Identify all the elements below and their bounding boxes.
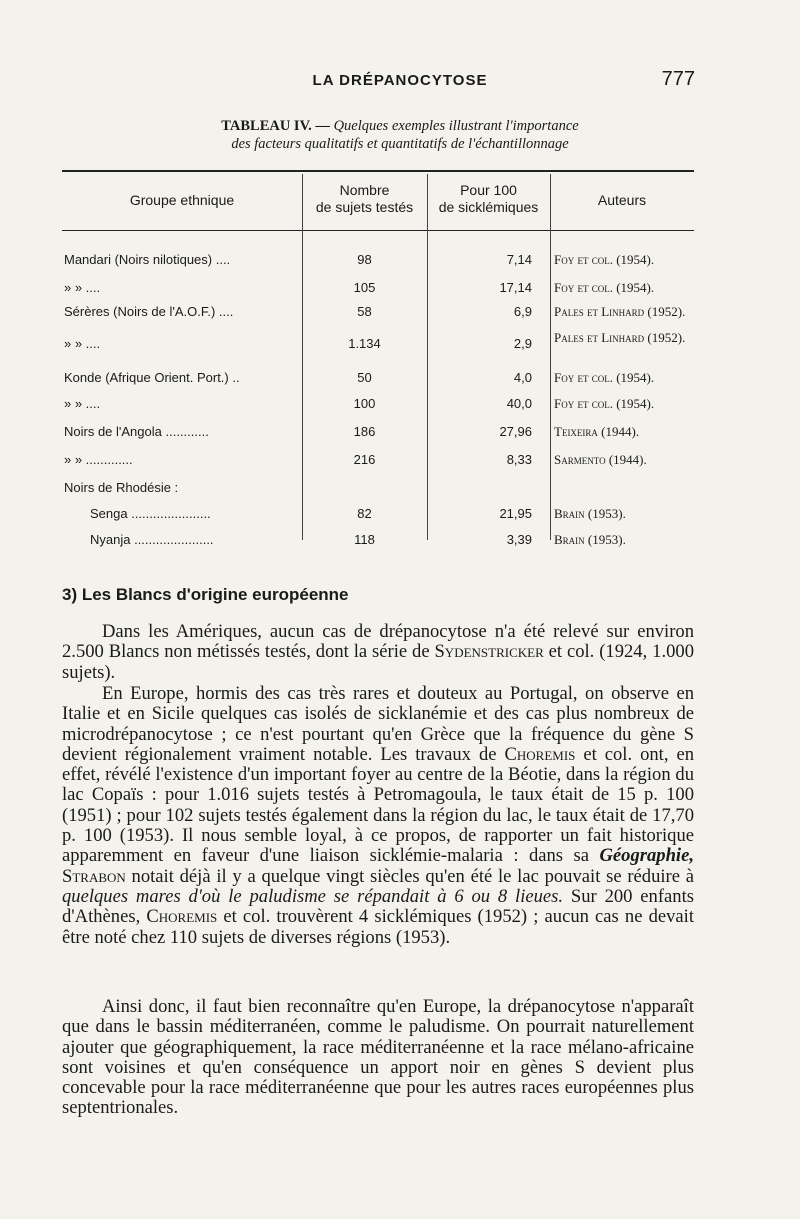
header-percent-line-1: Pour 100 [460,182,517,198]
author-name: Sydenstricker [434,641,544,663]
cell-author: Foy et col. (1954). [554,396,655,411]
table-caption-label: TABLEAU IV. — [221,118,330,134]
cell-group: Nyanja ...................... [90,532,214,547]
text-run: et col. (1924, 1.000 sujets). [62,641,694,683]
cell-author: Pales et Linhard (1952). [554,304,686,319]
cell-percent: 2,9 [513,336,532,351]
table-row [62,424,694,452]
paragraph-3: Ainsi donc, il faut bien reconnaître qu'en Europe, la drépanocytose n'apparaît que dans le bassin méditerranéen, comme le paludisme. On pourrait naturellement ajouter que géographiquement, la race méditerranéenne et la race mélano-africaine sont voisines et qu'en conséquence un apport noir en gènes S devient plus concevable pour la race méditerranéenne que pour les autres races européennes plus septentrionales. [62,996,694,1119]
table-header-rule [62,230,694,231]
cell-author: Foy et col. (1954). [554,280,655,295]
cell-count: 98 [357,252,372,267]
cell-count: 216 [353,452,376,467]
table-row [62,532,694,560]
cell-percent: 21,95 [499,506,532,521]
cell-count: 82 [357,506,372,521]
cell-author: Foy et col. (1954). [554,370,655,385]
running-title: LA DRÉPANOCYTOSE [312,72,488,89]
cell-count: 105 [353,280,376,295]
cell-author: Teixeira (1944). [554,424,640,439]
text-run: et col. ont, en effet, révélé l'existence d'un important foyer au centre de la Béotie, dans la région du lac Copaïs : pour 1.016 sujets testés à Petromagoula, le taux était de 15 p. 100 (1951) ; pour 102 sujets testés également dans la région du lac, le taux était de 17,70 p. 100 (1953). Il nous semble loyal, à ce propos, de rapporter un fait historique apparemment en faveur d'une liaison sicklémie-malaria : dans sa [62,743,694,867]
cell-percent: 8,33 [506,452,532,467]
page-number: 777 [661,68,695,90]
cell-group: » » .... [64,280,101,295]
header-count [302,182,427,216]
paragraph-1 [62,622,694,683]
header-authors: Auteurs [597,192,647,208]
cell-percent: 27,96 [499,424,532,439]
header-percent [427,182,550,216]
cell-group: Noirs de Rhodésie : [64,480,179,495]
text-run: Dans les Amériques, aucun cas de drépanocytose n'a été relevé sur environ 2.500 Blancs non métissés testés, dont la série de [62,621,694,663]
cell-author: Sarmento (1944). [554,452,647,467]
cell-group: Noirs de l'Angola ............ [64,424,209,439]
cell-group: Mandari (Noirs nilotiques) .... [64,252,231,267]
table-row [62,506,694,534]
table-caption-line-2: des facteurs qualitatifs et quantitatifs de l'échantillonnage [231,136,569,152]
table-caption-text: Quelques exemples illustrant l'importance [333,118,579,134]
cell-count: 118 [354,532,375,547]
text-run: notait déjà il y a quelque vingt siècles qu'en été le lac pouvait se réduire à [125,865,694,887]
table-caption-line-1 [0,118,800,135]
cell-group: » » .... [64,396,101,411]
cell-author: Brain (1953). [554,532,626,547]
cell-group: Sérères (Noirs de l'A.O.F.) .... [64,304,234,319]
cell-group: » » ............. [64,452,133,467]
cell-author: Brain (1953). [554,506,626,521]
cell-percent: 3,39 [506,532,532,547]
text-run: Sur 200 enfants d'Athènes, [62,885,694,928]
cell-count: 186 [353,424,376,439]
table-row [62,252,694,280]
cell-author: Pales et Linhard (1952). [554,330,686,345]
text-run: et col. trouvèrent 4 sicklémiques (1952) ; aucun cas ne devait être noté chez 110 sujets de diverses régions (1953). [62,906,694,948]
cell-group: » » .... [64,336,101,351]
cell-group: Konde (Afrique Orient. Port.) .. [64,370,240,385]
italic-quote: quelques mares d'où le paludisme se répandait à 6 ou 8 lieues. [62,885,564,907]
table-row [62,304,694,332]
header-group: Groupe ethnique [129,192,235,208]
cell-percent: 4,0 [513,370,532,385]
table-row [62,396,694,424]
paragraph-2 [62,684,694,948]
table-row [62,370,694,398]
data-table [62,170,694,550]
text-run: En Europe, hormis des cas très rares et douteux au Portugal, on observe en Italie et en Sicile quelques cas isolés de sicklanémie et des cas plus nombreux de microdrépanocytose ; ce n'est pourtant qu'en Grèce que la fréquence du gène S devient régionalement vraiment notable. Les travaux de [62,683,694,765]
cell-count: 50 [357,370,372,385]
cell-group: Senga ...................... [90,506,211,521]
cell-percent: 17,14 [499,280,532,295]
cell-percent: 7,14 [506,252,532,267]
section-heading: 3) Les Blancs d'origine européenne [62,585,349,604]
author-name: Choremis [146,906,218,928]
author-name: Choremis [504,743,576,765]
cell-count: 58 [357,304,372,319]
cell-author: Foy et col. (1954). [554,252,655,267]
cell-count: 100 [353,396,376,411]
header-count-line-2: de sujets testés [315,199,414,215]
table-row [62,480,694,508]
author-name: Strabon [62,865,126,887]
table-top-rule [62,170,694,172]
cell-percent: 6,9 [513,304,532,319]
table-row [62,330,694,364]
italic-title: Géographie, [599,845,694,867]
header-percent-line-2: de sicklémiques [438,199,539,215]
cell-percent: 40,0 [506,396,532,411]
header-count-line-1: Nombre [339,182,390,198]
table-row [62,452,694,480]
cell-count: 1.134 [348,336,381,351]
